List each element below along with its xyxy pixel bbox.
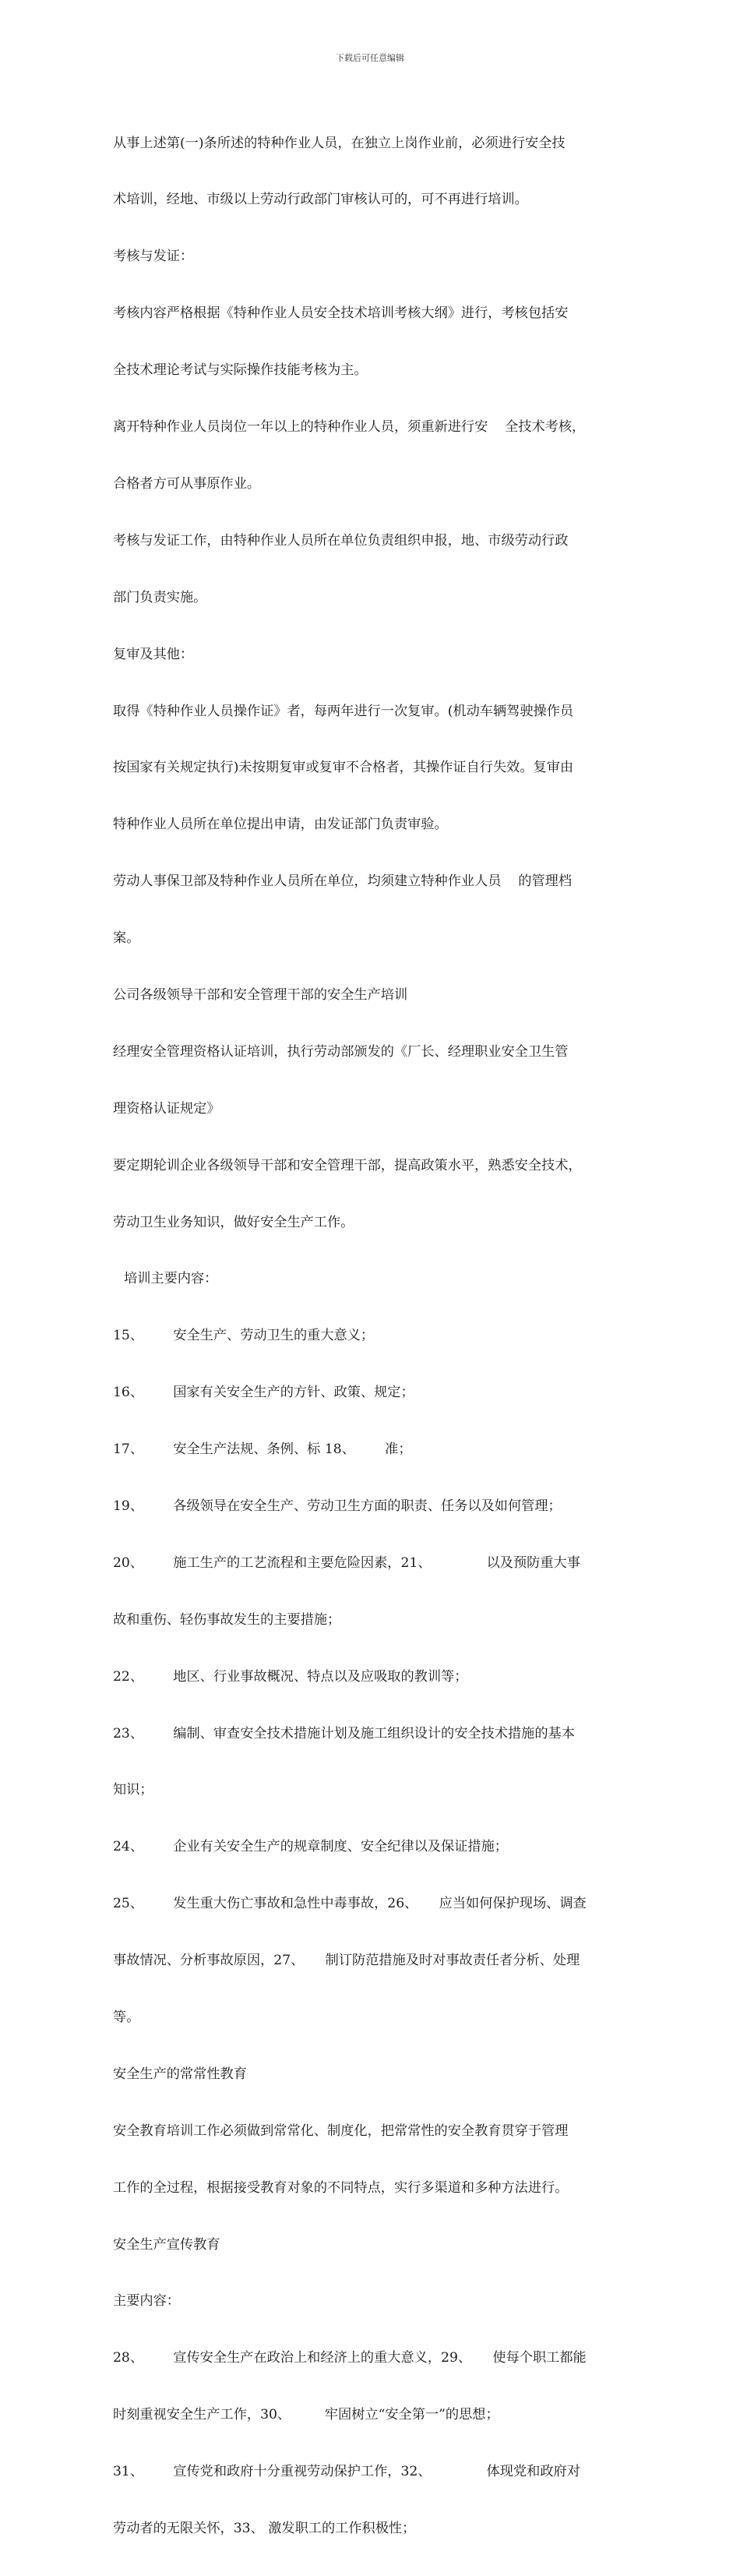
list-item: 19、 各级领导在安全生产、劳动卫生方面的职责、任务以及如何管理； bbox=[113, 1498, 562, 1514]
section-heading: 主要内容： bbox=[113, 2293, 180, 2310]
list-item-continuation: 事故情况、分析事故原因，27、 制订防范措施及时对事故责任者分析、处理 bbox=[113, 1953, 580, 1969]
text-line: 合格者方可从事原作业。 bbox=[113, 475, 261, 492]
text-line: 考核内容严格根据《特种作业人员安全技术培训考核大纲》进行，考核包括安 bbox=[113, 305, 569, 322]
page-header-note: 下载后可任意编辑 bbox=[336, 53, 404, 63]
list-item-continuation: 时刻重视安全生产工作，30、 牢固树立“安全第一”的思想； bbox=[113, 2407, 499, 2423]
text-line: 特种作业人员所在单位提出申请，由发证部门负责审验。 bbox=[113, 817, 448, 833]
text-line: 取得《特种作业人员操作证》者，每两年进行一次复审。(机动车辆驾驶操作员 bbox=[113, 703, 574, 719]
section-heading: 考核与发证： bbox=[113, 249, 194, 265]
text-line: 经理安全管理资格认证培训，执行劳动部颁发的《厂长、经理职业安全卫生管 bbox=[113, 1043, 569, 1060]
document-body bbox=[113, 96, 635, 2576]
text-line: 离开特种作业人员岗位一年以上的特种作业人员，须重新进行安 全技术考核， bbox=[113, 419, 586, 436]
list-item: 22、 地区、行业事故概况、特点以及应吸取的教训等； bbox=[113, 1668, 468, 1685]
list-item-continuation: 劳动者的无限关怀，33、 激发职工的工作积极性； bbox=[113, 2521, 416, 2536]
section-heading: 复审及其他： bbox=[113, 646, 194, 662]
text-line: 要定期轮训企业各级领导干部和安全管理干部，提高政策水平，熟悉安全技术， bbox=[113, 1157, 582, 1173]
text-line: 劳动卫生业务知识，做好安全生产工作。 bbox=[113, 1214, 354, 1230]
section-heading: 公司各级领导干部和安全管理干部的安全生产培训 bbox=[113, 986, 408, 1003]
text-line: 工作的全过程，根据接受教育对象的不同特点，实行多渠道和多种方法进行。 bbox=[113, 2179, 569, 2196]
list-item: 28、 宣传安全生产在政治上和经济上的重大意义，29、 使每个职工都能 bbox=[113, 2350, 587, 2366]
list-item: 25、 发生重大伤亡事故和急性中毒事故，26、 应当如何保护现场、调查 bbox=[113, 1896, 587, 1912]
list-item: 15、 安全生产、劳动卫生的重大意义； bbox=[113, 1328, 375, 1344]
text-line: 理资格认证规定》 bbox=[113, 1100, 220, 1117]
list-item-continuation: 等。 bbox=[113, 2009, 140, 2025]
text-line: 考核与发证工作，由特种作业人员所在单位负责组织申报，地、市级劳动行政 bbox=[113, 532, 569, 549]
section-heading: 培训主要内容： bbox=[124, 1271, 218, 1287]
text-line: 部门负责实施。 bbox=[113, 589, 207, 605]
list-item: 16、 国家有关安全生产的方针、政策、规定； bbox=[113, 1385, 414, 1401]
text-line: 全技术理论考试与实际操作技能考核为主。 bbox=[113, 362, 368, 379]
list-item-continuation: 知识； bbox=[113, 1782, 153, 1798]
text-line: 从事上述第(一)条所述的特种作业人员，在独立上岗作业前，必须进行安全技 bbox=[113, 135, 566, 151]
list-item: 24、 企业有关安全生产的规章制度、安全纪律以及保证措施； bbox=[113, 1839, 508, 1855]
list-item-continuation: 故和重伤、轻伤事故发生的主要措施； bbox=[113, 1611, 341, 1628]
list-item: 20、 施工生产的工艺流程和主要危险因素，21、 以及预防重大事 bbox=[113, 1554, 580, 1571]
text-line: 安全教育培训工作必须做到常常化、制度化，把常常性的安全教育贯穿于管理 bbox=[113, 2123, 569, 2139]
list-item: 17、 安全生产法规、条例、标 18、 准； bbox=[113, 1442, 412, 1458]
text-line: 劳动人事保卫部及特种作业人员所在单位，均须建立特种作业人员 的管理档 bbox=[113, 873, 573, 890]
text-line: 案。 bbox=[113, 930, 140, 947]
text-line: 按国家有关规定执行)未按期复审或复审不合格者，其操作证自行失效。复审由 bbox=[113, 760, 574, 776]
section-heading: 安全生产的常常性教育 bbox=[113, 2066, 247, 2082]
list-item: 23、 编制、审查安全技术措施计划及施工组织设计的安全技术措施的基本 bbox=[113, 1725, 575, 1741]
list-item: 31、 宣传党和政府十分重视劳动保护工作，32、 体现党和政府对 bbox=[113, 2464, 580, 2480]
text-line: 术培训，经地、市级以上劳动行政部门审核认可的，可不再进行培训。 bbox=[113, 192, 528, 208]
section-heading: 安全生产宣传教育 bbox=[113, 2236, 220, 2253]
